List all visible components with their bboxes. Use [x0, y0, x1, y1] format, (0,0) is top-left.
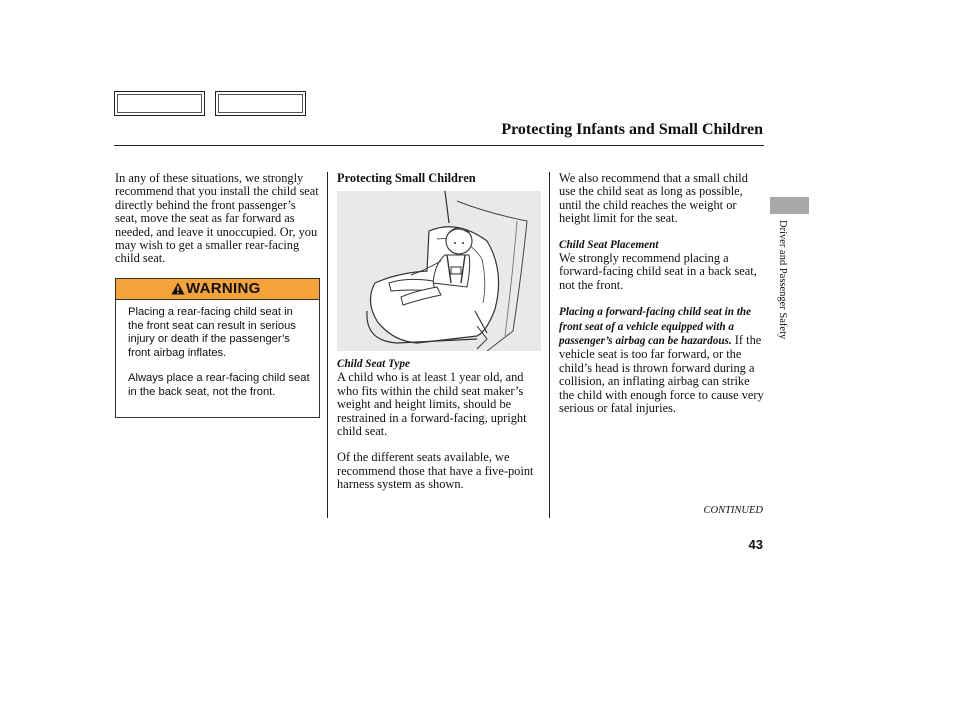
section-tab-label: [777, 220, 789, 365]
continued-label: CONTINUED: [703, 505, 763, 516]
warning-lead-text: Placing a forward-facing child seat in the front seat of a vehicle equipped with a passenger’s airbag can be hazardous.: [559, 306, 752, 348]
warning-paragraph-1: Placing a rear-facing child seat in the front seat can result in serious injury or death if the passenger’s front airbag inflates.: [128, 306, 296, 359]
page-title: Protecting Infants and Small Children: [501, 121, 763, 138]
section-heading: Protecting Small Children: [337, 171, 476, 185]
subheading-child-seat-placement: Child Seat Placement: [559, 238, 659, 251]
column-1-paragraph: In any of these situations, we strongly recommend that you install the child seat directly behind the front passenger’s seat, move the seat as far forward as needed, and leave it unoccupied. Or, you may wish to get a smaller rear-facing child seat.: [115, 171, 319, 266]
section-tab[interactable]: [770, 197, 809, 214]
column-3-paragraph-2: We strongly recommend placing a forward-facing child seat in a back seat, not the front.: [559, 251, 757, 292]
column-2-paragraph-2: Of the different seats available, we recommend those that have a five-point harness system as shown.: [337, 450, 534, 492]
column-2: [337, 172, 543, 185]
warning-label: WARNING: [186, 280, 261, 297]
title-rule: [114, 145, 764, 146]
child-seat-illustration: [337, 191, 541, 351]
column-divider-1: [327, 172, 328, 518]
warning-header: [116, 279, 319, 300]
warning-paragraph-2: Always place a rear-facing child seat in the back seat, not the front.: [128, 372, 310, 398]
warning-triangle-icon: [171, 282, 185, 295]
warning-body: [116, 300, 319, 399]
nav-button-2[interactable]: [215, 91, 306, 116]
nav-button-1[interactable]: [114, 91, 205, 116]
page-number: 43: [748, 537, 763, 552]
warning-box: [115, 278, 320, 418]
column-3-paragraph-1: We also recommend that a small child use the child seat as long as possible, until the child reaches the weight or height limit for the seat.: [559, 171, 748, 226]
section-tab-label-text: Driver and Passenger Safety: [777, 220, 788, 340]
subheading-child-seat-type: Child Seat Type: [337, 358, 410, 370]
column-3-paragraph-3: [559, 305, 764, 415]
column-3: [559, 172, 764, 416]
column-3-paragraph-3-text: If the vehicle seat is too far forward, or the child’s head is thrown forward during a collision, an inflating airbag can strike the child with enough force to cause very serious or fatal injuries.: [559, 333, 764, 416]
column-divider-2: [549, 172, 550, 518]
column-2-paragraph-1: A child who is at least 1 year old, and who fits within the child seat maker’s weight and height limits, should be restrained in a forward-facing, upright child seat.: [337, 370, 527, 439]
column-2-body: [337, 358, 543, 492]
column-1: [115, 172, 321, 266]
